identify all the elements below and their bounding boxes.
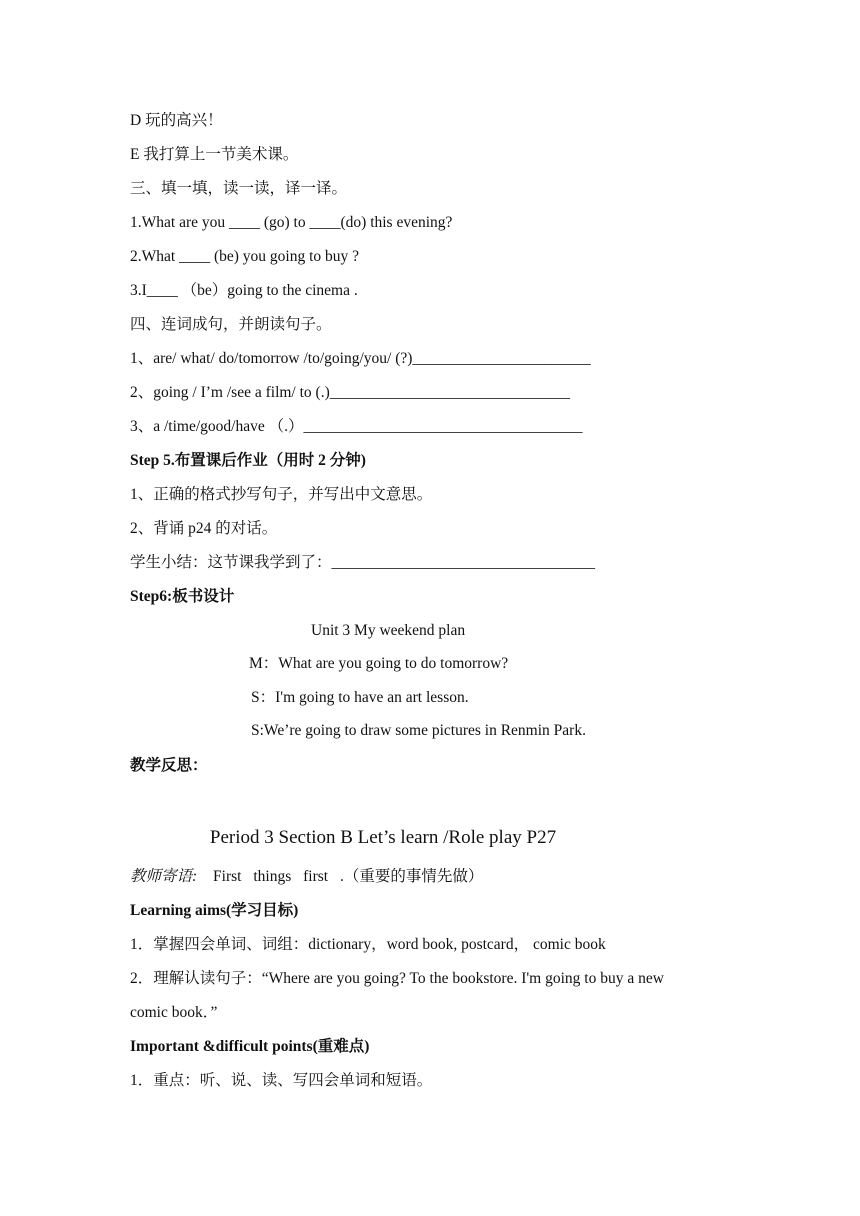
fill-question-3: 3.I____ （be）going to the cinema . <box>130 282 358 299</box>
step-6-heading: Step6:板书设计 <box>130 588 235 605</box>
fill-question-2: 2.What ____ (be) you going to buy ? <box>130 248 360 265</box>
sentence-1: 1、are/ what/ do/tomorrow /to/going/you/ (?)_______________________ <box>130 350 591 367</box>
period-title: Period 3 Section B Let’s learn /Role play P27 <box>209 827 557 848</box>
student-summary: 学生小结：这节课我学到了：__________________________________ <box>130 554 596 571</box>
board-line-s1: S：I'm going to have an art lesson. <box>251 689 469 706</box>
aim-2: 2．理解认读句子：“Where are you going? To the bookstore. I'm going to buy a new <box>130 970 664 987</box>
key-points-heading: Important &difficult points(重难点) <box>130 1038 370 1055</box>
sentence-2: 2、going / I’m /see a film/ to (.)_______________________________ <box>130 384 570 401</box>
homework-2: 2、背诵 p24 的对话。 <box>130 520 278 537</box>
line-e: E 我打算上一节美术课。 <box>130 146 299 163</box>
aim-2-continued: comic book．” <box>130 1004 218 1021</box>
reflection-heading: 教学反思： <box>130 757 208 774</box>
learning-aims-heading: Learning aims(学习目标) <box>130 902 299 919</box>
board-line-m: M：What are you going to do tomorrow? <box>249 655 509 672</box>
board-title: Unit 3 My weekend plan <box>311 622 466 639</box>
key-point-1: 1．重点：听、说、读、写四会单词和短语。 <box>130 1072 433 1089</box>
teacher-motto-line <box>130 867 483 887</box>
section-3-heading: 三、填一填，读一读，译一译。 <box>130 180 348 197</box>
teacher-label: 教师寄语: <box>130 868 198 885</box>
homework-1: 1、正确的格式抄写句子，并写出中文意思。 <box>130 486 433 503</box>
section-4-heading: 四、连词成句，并朗读句子。 <box>130 316 332 333</box>
aim-1: 1．掌握四会单词、词组：dictionary，word book, postcard， comic book <box>130 936 606 953</box>
sentence-3: 3、a /time/good/have （.）____________________________________ <box>130 418 583 435</box>
board-line-s2: S:We’re going to draw some pictures in Renmin Park. <box>251 722 586 739</box>
teacher-motto: First things first .（重要的事情先做） <box>213 868 484 885</box>
fill-question-1: 1.What are you ____ (go) to ____(do) this evening? <box>130 214 453 231</box>
line-d: D 玩的高兴！ <box>130 112 223 129</box>
step-5-heading: Step 5.布置课后作业（用时 2 分钟) <box>130 452 366 469</box>
